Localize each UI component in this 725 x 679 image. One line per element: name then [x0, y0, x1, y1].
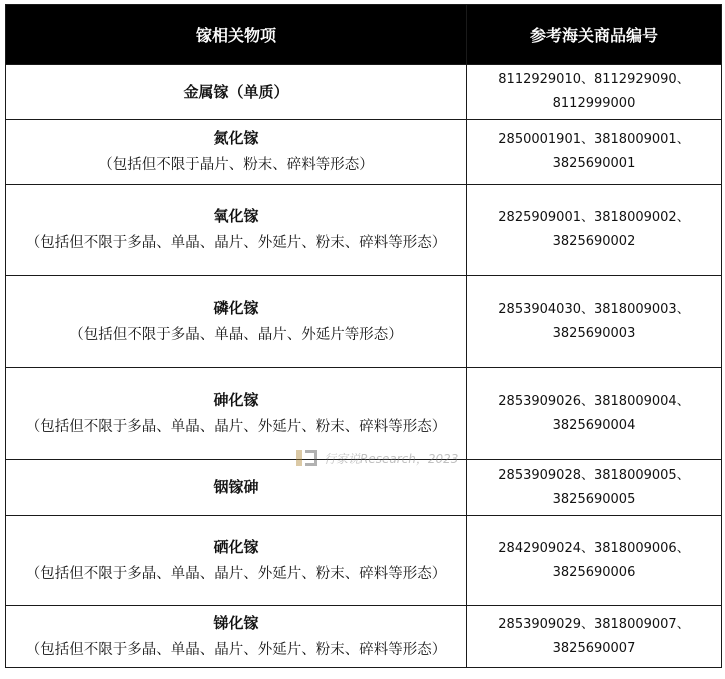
code-cell	[467, 276, 722, 368]
item-note: （包括但不限于多晶、单晶、晶片、外延片、粉末、碎料等形态）	[25, 565, 447, 582]
table-row	[6, 120, 722, 185]
item-name: 硒化镓	[213, 537, 259, 556]
item-note: （包括但不限于晶片、粉末、碎料等形态）	[98, 157, 374, 173]
header-code: 参考海关商品编号	[467, 5, 722, 65]
item-name: 磷化镓	[213, 298, 259, 317]
item-cell	[6, 516, 467, 606]
gallium-items-table	[5, 4, 722, 668]
code-line: 3825690007	[552, 640, 636, 656]
code-line: 3825690004	[552, 417, 636, 433]
code-cell	[467, 185, 722, 276]
item-cell	[6, 120, 467, 185]
code-line: 3825690005	[552, 491, 636, 507]
item-note: （包括但不限于多晶、单晶、晶片、外延片等形态）	[69, 326, 403, 343]
code-line: 2853909029、3818009007、	[498, 616, 690, 632]
item-cell	[6, 276, 467, 368]
code-line: 2842909024、3818009006、	[498, 540, 690, 556]
item-cell	[6, 606, 467, 668]
item-cell	[6, 460, 467, 516]
table-row	[6, 606, 722, 668]
item-name: 金属镓（单质）	[183, 82, 289, 101]
item-name: 锑化镓	[213, 613, 259, 632]
code-cell	[467, 120, 722, 185]
table-header-row	[6, 5, 722, 65]
code-cell	[467, 606, 722, 668]
code-line: 3825690002	[552, 234, 636, 249]
code-line: 2853904030、3818009003、	[498, 301, 690, 317]
code-line: 2853909028、3818009005、	[498, 467, 690, 483]
table-row	[6, 460, 722, 516]
code-line: 2850001901、3818009001、	[498, 132, 690, 147]
item-note: （包括但不限于多晶、单晶、晶片、外延片、粉末、碎料等形态）	[25, 641, 447, 658]
code-line: 3825690003	[552, 325, 636, 341]
watermark-text: 行家说Research，2023	[324, 451, 459, 466]
code-line: 8112929010、8112929090、	[498, 72, 690, 87]
code-cell	[467, 460, 722, 516]
code-line: 3825690006	[552, 564, 636, 580]
item-note: （包括但不限于多晶、单晶、晶片、外延片、粉末、碎料等形态）	[25, 235, 447, 251]
item-cell	[6, 185, 467, 276]
table-row	[6, 276, 722, 368]
code-cell	[467, 65, 722, 120]
code-line: 3825690001	[552, 156, 636, 171]
table-row	[6, 368, 722, 460]
header-item: 镓相关物项	[6, 5, 467, 65]
code-cell	[467, 368, 722, 460]
code-line: 2825909001、3818009002、	[498, 210, 690, 225]
code-cell	[467, 516, 722, 606]
item-name: 氧化镓	[213, 207, 259, 225]
item-name: 氮化镓	[213, 129, 259, 147]
table-row	[6, 185, 722, 276]
item-note: （包括但不限于多晶、单晶、晶片、外延片、粉末、碎料等形态）	[25, 418, 447, 435]
item-cell	[6, 368, 467, 460]
table-row	[6, 65, 722, 120]
code-line: 8112999000	[552, 96, 636, 111]
item-name: 铟镓砷	[213, 478, 259, 496]
item-name: 砷化镓	[213, 390, 259, 409]
table-row	[6, 516, 722, 606]
code-line: 2853909026、3818009004、	[498, 393, 690, 409]
item-cell	[6, 65, 467, 120]
